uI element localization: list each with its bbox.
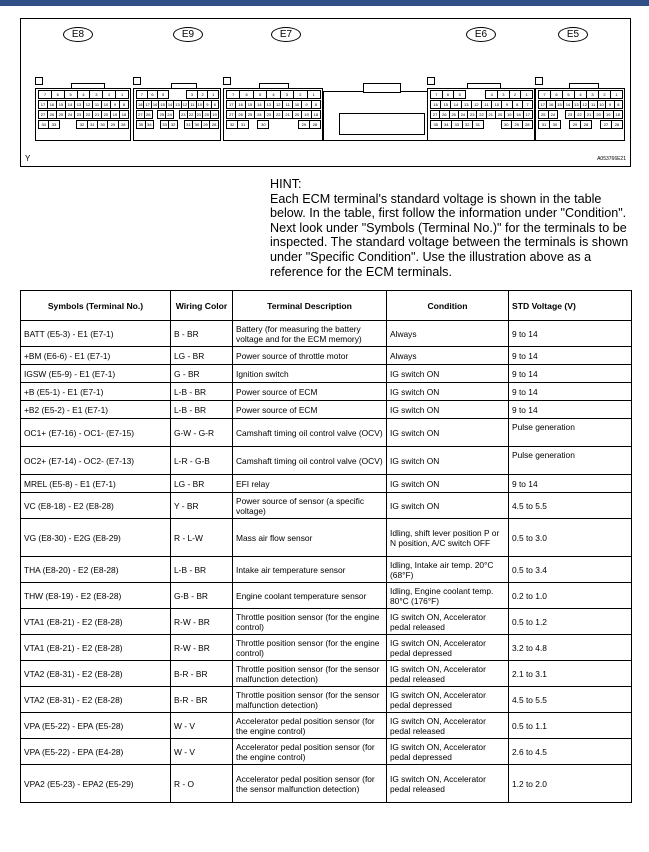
cell-terminal-description: Power source of throttle motor bbox=[233, 347, 387, 365]
table-header-row bbox=[21, 291, 632, 321]
connector-label-e7: E7 bbox=[271, 27, 301, 42]
cell-symbols: VTA1 (E8-21) - E2 (E8-28) bbox=[21, 635, 171, 661]
cell-symbols: MREL (E5-8) - E1 (E7-1) bbox=[21, 475, 171, 493]
connector-e8: 7 6 5 4 3 2 1 17 16 15 14 13 12 11 10 9 8 27 26 25 24 23 22 21 20 19 18 34 33 32 31 30 29 28 bbox=[35, 77, 131, 141]
cell-wiring-color: R - L-W bbox=[171, 519, 233, 557]
cell-terminal-description: Accelerator pedal position sensor (for the engine control) bbox=[233, 713, 387, 739]
connector-label-e9: E9 bbox=[173, 27, 203, 42]
connector-label-e5: E5 bbox=[558, 27, 588, 42]
cell-condition: Always bbox=[387, 347, 509, 365]
table-row bbox=[21, 519, 632, 557]
cell-std-voltage: Pulse generation bbox=[509, 419, 632, 447]
table-row bbox=[21, 687, 632, 713]
header-std-voltage: STD Voltage (V) bbox=[509, 291, 632, 321]
cell-wiring-color: W - V bbox=[171, 713, 233, 739]
cell-condition: IG switch ON, Accelerator pedal released bbox=[387, 661, 509, 687]
cell-wiring-color: G-B - BR bbox=[171, 583, 233, 609]
cell-wiring-color: R-W - BR bbox=[171, 635, 233, 661]
header-condition: Condition bbox=[387, 291, 509, 321]
cell-condition: IG switch ON, Accelerator pedal depressed bbox=[387, 687, 509, 713]
cell-terminal-description: Ignition switch bbox=[233, 365, 387, 383]
cell-symbols: +B2 (E5-2) - E1 (E7-1) bbox=[21, 401, 171, 419]
table-row bbox=[21, 583, 632, 609]
cell-terminal-description: Camshaft timing oil control valve (OCV) bbox=[233, 419, 387, 447]
cell-condition: IG switch ON, Accelerator pedal depressed bbox=[387, 739, 509, 765]
cell-condition: IG switch ON bbox=[387, 401, 509, 419]
cell-symbols: OC1+ (E7-16) - OC1- (E7-15) bbox=[21, 419, 171, 447]
cell-std-voltage: 9 to 14 bbox=[509, 383, 632, 401]
cell-wiring-color: LG - BR bbox=[171, 347, 233, 365]
cell-terminal-description: Throttle position sensor (for the engine control) bbox=[233, 635, 387, 661]
cell-std-voltage: 2.1 to 3.1 bbox=[509, 661, 632, 687]
cell-condition: IG switch ON bbox=[387, 365, 509, 383]
cell-wiring-color: G-W - G-R bbox=[171, 419, 233, 447]
header-symbols: Symbols (Terminal No.) bbox=[21, 291, 171, 321]
top-banner bbox=[0, 0, 649, 6]
cell-terminal-description: EFI relay bbox=[233, 475, 387, 493]
cell-symbols: VPA (E5-22) - EPA (E4-28) bbox=[21, 739, 171, 765]
cell-symbols: BATT (E5-3) - E1 (E7-1) bbox=[21, 321, 171, 347]
cell-terminal-description: Throttle position sensor (for the engine control) bbox=[233, 609, 387, 635]
cell-std-voltage: 0.5 to 1.2 bbox=[509, 609, 632, 635]
cell-std-voltage: Pulse generation bbox=[509, 447, 632, 475]
table-row bbox=[21, 557, 632, 583]
cell-symbols: OC2+ (E7-14) - OC2- (E7-13) bbox=[21, 447, 171, 475]
connector-e5: 7 6 5 4 3 2 1 17 16 15 14 13 12 11 10 9 8 25 24 23 22 21 20 19 18 31 30 29 28 27 26 bbox=[535, 77, 625, 141]
ecm-connector-illustration bbox=[20, 18, 631, 167]
cell-wiring-color: L-B - BR bbox=[171, 401, 233, 419]
connector-e9: 7 6 5 3 2 1 18 17 16 15 14 13 12 11 10 9 8 27 26 25 24 23 22 21 20 19 35 34 33 32 31 30 29 28 bbox=[133, 77, 221, 141]
cell-terminal-description: Power source of sensor (a specific voltage) bbox=[233, 493, 387, 519]
table-row bbox=[21, 447, 632, 475]
cell-condition: IG switch ON bbox=[387, 475, 509, 493]
cell-terminal-description: Accelerator pedal position sensor (for the engine control) bbox=[233, 739, 387, 765]
connector-label-e8: E8 bbox=[63, 27, 93, 42]
table-row bbox=[21, 475, 632, 493]
cell-std-voltage: 3.2 to 4.8 bbox=[509, 635, 632, 661]
cell-std-voltage: 9 to 14 bbox=[509, 401, 632, 419]
cell-condition: IG switch ON bbox=[387, 447, 509, 475]
table-row bbox=[21, 419, 632, 447]
cell-symbols: VC (E8-18) - E2 (E8-28) bbox=[21, 493, 171, 519]
connector-e7: 7 6 5 4 3 2 1 17 16 15 14 13 12 11 10 9 8 27 26 25 24 23 22 21 20 19 18 32 31 30 29 28 bbox=[223, 77, 323, 141]
ecm-terminal-voltage-table bbox=[20, 290, 632, 803]
cell-wiring-color: B-R - BR bbox=[171, 687, 233, 713]
figure-corner-label: Y bbox=[25, 154, 31, 163]
hint-title: HINT: bbox=[270, 177, 302, 191]
cell-std-voltage: 2.6 to 4.5 bbox=[509, 739, 632, 765]
cell-condition: IG switch ON bbox=[387, 383, 509, 401]
cell-wiring-color: Y - BR bbox=[171, 493, 233, 519]
connector-label-e6: E6 bbox=[466, 27, 496, 42]
cell-wiring-color: L-B - BR bbox=[171, 383, 233, 401]
cell-std-voltage: 0.5 to 3.0 bbox=[509, 519, 632, 557]
table-row bbox=[21, 765, 632, 803]
table-row bbox=[21, 661, 632, 687]
hint-block bbox=[270, 177, 638, 279]
figure-code: A053766E21 bbox=[597, 156, 626, 162]
cell-condition: IG switch ON bbox=[387, 493, 509, 519]
cell-condition: Idling, shift lever position P or N position, A/C switch OFF bbox=[387, 519, 509, 557]
table-row bbox=[21, 383, 632, 401]
cell-std-voltage: 4.5 to 5.5 bbox=[509, 687, 632, 713]
cell-symbols: VTA1 (E8-21) - E2 (E8-28) bbox=[21, 609, 171, 635]
cell-std-voltage: 9 to 14 bbox=[509, 347, 632, 365]
table-row bbox=[21, 321, 632, 347]
table-row bbox=[21, 713, 632, 739]
cell-wiring-color: LG - BR bbox=[171, 475, 233, 493]
cell-wiring-color: R-W - BR bbox=[171, 609, 233, 635]
table-row bbox=[21, 401, 632, 419]
cell-terminal-description: Accelerator pedal position sensor (for the sensor malfunction detection) bbox=[233, 765, 387, 803]
cell-std-voltage: 1.2 to 2.0 bbox=[509, 765, 632, 803]
cell-std-voltage: 0.2 to 1.0 bbox=[509, 583, 632, 609]
cell-wiring-color: W - V bbox=[171, 739, 233, 765]
cell-condition: Idling, Engine coolant temp. 80°C (176°F) bbox=[387, 583, 509, 609]
cell-symbols: VG (E8-30) - E2G (E8-29) bbox=[21, 519, 171, 557]
cell-symbols: VTA2 (E8-31) - E2 (E8-28) bbox=[21, 687, 171, 713]
cell-symbols: VTA2 (E8-31) - E2 (E8-28) bbox=[21, 661, 171, 687]
cell-terminal-description: Throttle position sensor (for the sensor malfunction detection) bbox=[233, 661, 387, 687]
cell-condition: Always bbox=[387, 321, 509, 347]
cell-wiring-color: G - BR bbox=[171, 365, 233, 383]
cell-std-voltage: 9 to 14 bbox=[509, 365, 632, 383]
cell-wiring-color: B - BR bbox=[171, 321, 233, 347]
cell-wiring-color: L-B - BR bbox=[171, 557, 233, 583]
cell-std-voltage: 9 to 14 bbox=[509, 475, 632, 493]
cell-condition: IG switch ON, Accelerator pedal depressed bbox=[387, 635, 509, 661]
cell-wiring-color: B-R - BR bbox=[171, 661, 233, 687]
table-row bbox=[21, 493, 632, 519]
table-row bbox=[21, 739, 632, 765]
ecm-housing-center bbox=[323, 83, 441, 141]
cell-terminal-description: Camshaft timing oil control valve (OCV) bbox=[233, 447, 387, 475]
cell-std-voltage: 9 to 14 bbox=[509, 321, 632, 347]
cell-terminal-description: Battery (for measuring the battery voltage and for the ECM memory) bbox=[233, 321, 387, 347]
table-row bbox=[21, 365, 632, 383]
table-row bbox=[21, 609, 632, 635]
cell-terminal-description: Intake air temperature sensor bbox=[233, 557, 387, 583]
cell-terminal-description: Power source of ECM bbox=[233, 401, 387, 419]
cell-wiring-color: R - O bbox=[171, 765, 233, 803]
cell-terminal-description: Engine coolant temperature sensor bbox=[233, 583, 387, 609]
cell-symbols: IGSW (E5-9) - E1 (E7-1) bbox=[21, 365, 171, 383]
cell-condition: IG switch ON, Accelerator pedal released bbox=[387, 765, 509, 803]
cell-std-voltage: 0.5 to 1.1 bbox=[509, 713, 632, 739]
cell-condition: Idling, Intake air temp. 20°C (68°F) bbox=[387, 557, 509, 583]
header-terminal-description: Terminal Description bbox=[233, 291, 387, 321]
cell-symbols: THW (E8-19) - E2 (E8-28) bbox=[21, 583, 171, 609]
cell-condition: IG switch ON, Accelerator pedal released bbox=[387, 713, 509, 739]
connector-e6: 7 6 5 4 3 2 1 16 15 14 13 12 11 10 9 8 7 27 26 25 24 23 22 21 20 19 18 17 35 34 33 32 31 30 29 28 bbox=[427, 77, 535, 141]
cell-condition: IG switch ON, Accelerator pedal released bbox=[387, 609, 509, 635]
cell-wiring-color: L-R - G-B bbox=[171, 447, 233, 475]
cell-terminal-description: Power source of ECM bbox=[233, 383, 387, 401]
cell-symbols: +B (E5-1) - E1 (E7-1) bbox=[21, 383, 171, 401]
cell-terminal-description: Mass air flow sensor bbox=[233, 519, 387, 557]
cell-symbols: VPA2 (E5-23) - EPA2 (E5-29) bbox=[21, 765, 171, 803]
hint-body: Each ECM terminal's standard voltage is shown in the table below. In the table, first follow the information under "Condition". Next look under "Symbols (Terminal No.)" for the terminals to be inspected. The standard voltage between the terminals is shown under "Specific Condition". Use the illustration above as a reference for the ECM terminals. bbox=[270, 191, 629, 279]
header-wiring-color: Wiring Color bbox=[171, 291, 233, 321]
cell-std-voltage: 0.5 to 3.4 bbox=[509, 557, 632, 583]
table-row bbox=[21, 635, 632, 661]
table-row bbox=[21, 347, 632, 365]
cell-symbols: VPA (E5-22) - EPA (E5-28) bbox=[21, 713, 171, 739]
cell-condition: IG switch ON bbox=[387, 419, 509, 447]
cell-terminal-description: Throttle position sensor (for the sensor malfunction detection) bbox=[233, 687, 387, 713]
cell-symbols: +BM (E6-6) - E1 (E7-1) bbox=[21, 347, 171, 365]
cell-symbols: THA (E8-20) - E2 (E8-28) bbox=[21, 557, 171, 583]
cell-std-voltage: 4.5 to 5.5 bbox=[509, 493, 632, 519]
